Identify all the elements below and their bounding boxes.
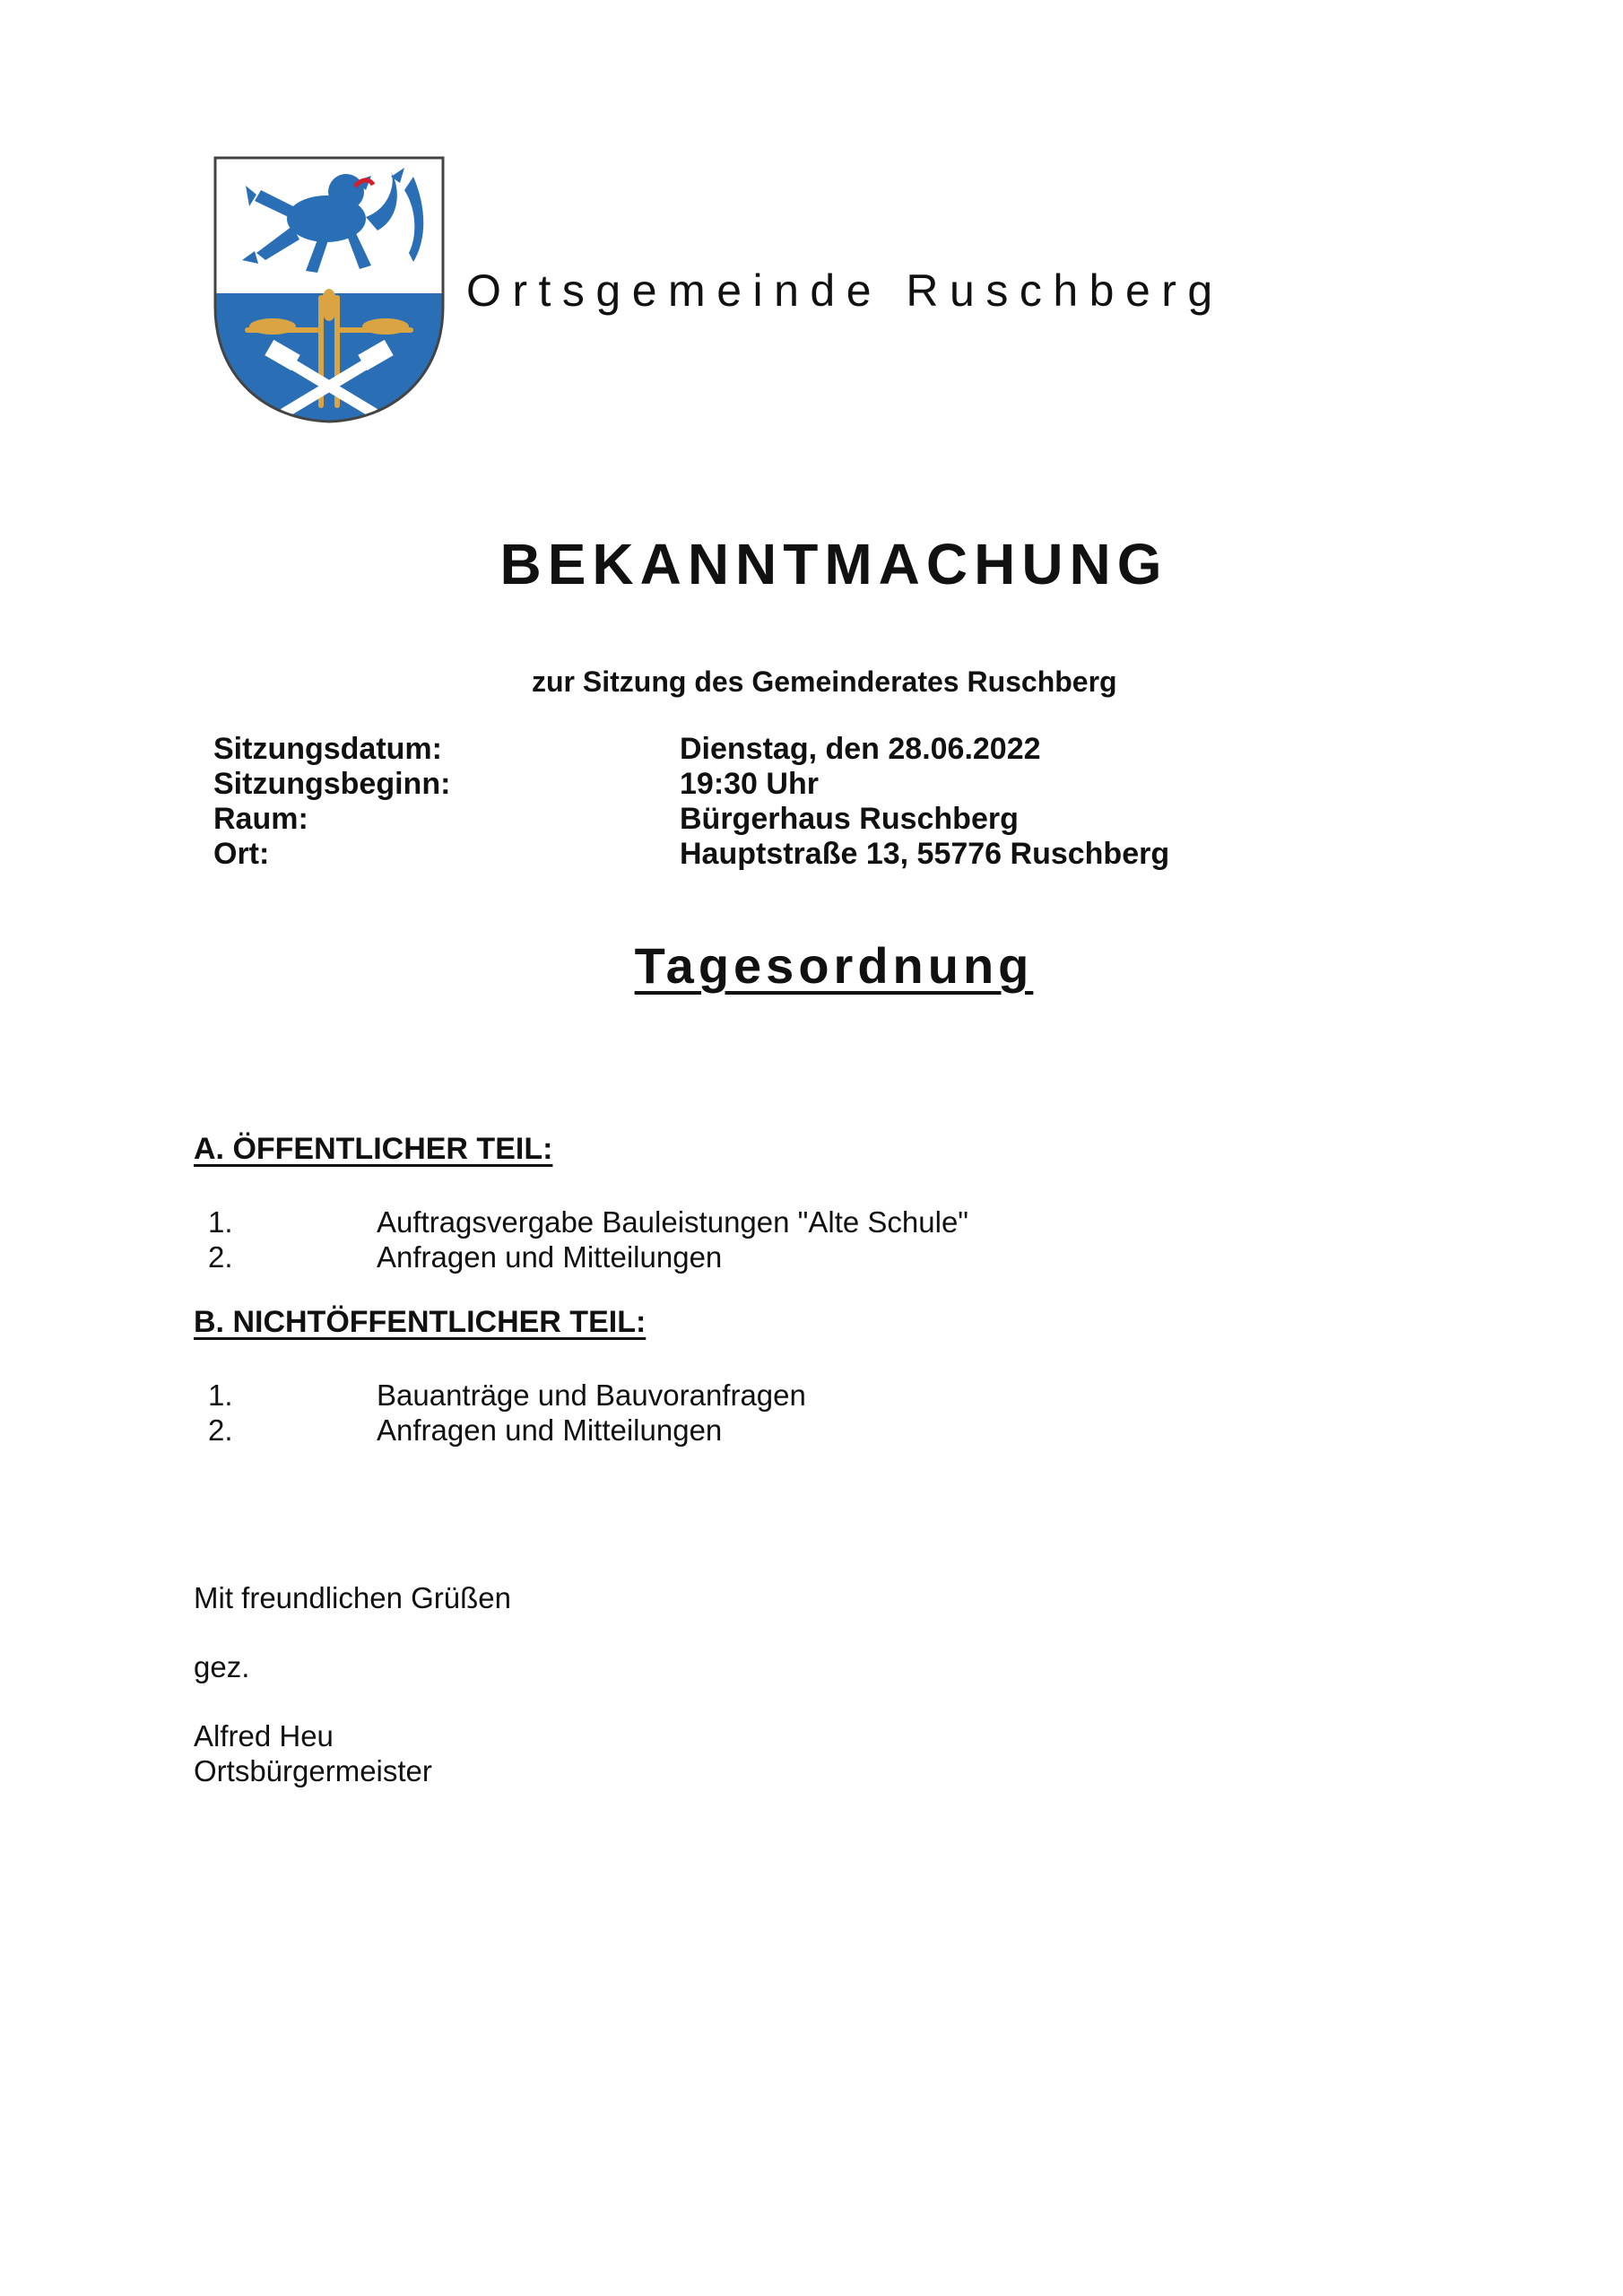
meta-value: Hauptstraße 13, 55776 Ruschberg [680,837,1170,871]
section-heading: A. ÖFFENTLICHER TEIL: [194,1132,553,1166]
list-item [208,1239,968,1274]
item-text: Bauanträge und Bauvoranfragen [377,1378,806,1412]
section-public [194,1132,968,1274]
signer-name: Alfred Heu [194,1719,334,1752]
meta-label: Raum: [213,802,308,836]
agenda-list [208,1378,806,1448]
meta-row-room [213,802,1169,837]
item-text: Anfragen und Mitteilungen [377,1240,723,1274]
agenda-list [208,1205,968,1274]
item-number: 2. [208,1240,233,1274]
meta-value: Bürgerhaus Ruschberg [680,802,1019,836]
item-text: Auftragsvergabe Bauleistungen "Alte Schule" [377,1205,969,1239]
municipality-name: Ortsgemeinde Ruschberg [466,265,1224,316]
meta-row-date [213,732,1169,767]
meta-row-location [213,837,1169,872]
item-number: 1. [208,1378,233,1412]
page-title: BEKANNTMACHUNG [499,532,1168,596]
list-item [208,1413,806,1448]
closing-block [194,1580,511,1788]
list-item [208,1205,968,1239]
agenda-title-text: Tagesordnung [634,937,1034,994]
meta-value: Dienstag, den 28.06.2022 [680,732,1041,766]
meta-label: Sitzungsbeginn: [213,767,451,801]
greeting: Mit freundlichen Grüßen [194,1581,511,1614]
meta-row-start [213,767,1169,802]
list-item [208,1378,806,1413]
page-subtitle: zur Sitzung des Gemeinderates Ruschberg [532,665,1117,698]
agenda-title [0,936,1623,995]
coat-of-arms-icon [212,154,447,425]
signer-role: Ortsbürgermeister [194,1754,432,1787]
section-heading: B. NICHTÖFFENTLICHER TEIL: [194,1305,647,1339]
signed-note: gez. [194,1650,250,1683]
item-number: 1. [208,1205,233,1239]
meta-label: Ort: [213,837,270,871]
item-number: 2. [208,1413,233,1447]
meta-value: 19:30 Uhr [680,767,819,801]
meeting-details [213,732,1169,872]
item-text: Anfragen und Mitteilungen [377,1413,723,1447]
section-non-public [194,1305,806,1448]
meta-label: Sitzungsdatum: [213,732,442,766]
